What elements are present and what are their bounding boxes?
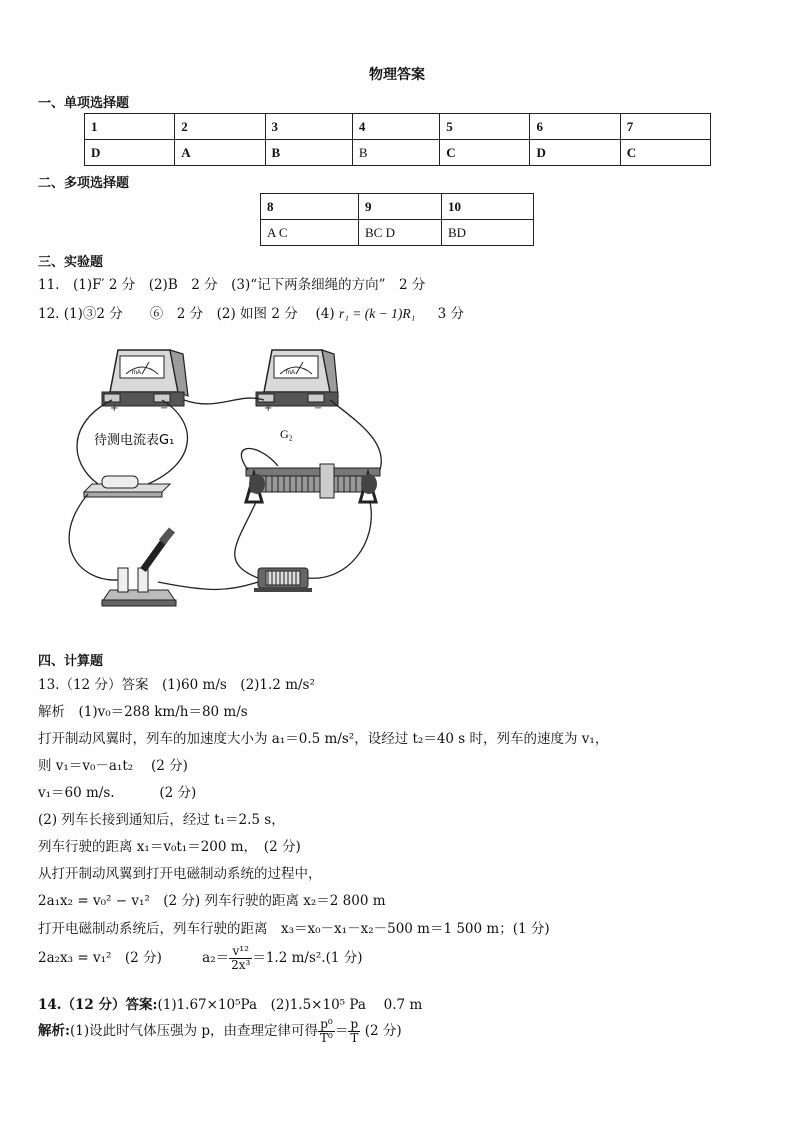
q14-line-1: 解析:(1)设此时气体压强为 p，由查理定律可得 $\frac{\text{p⁰}}{\text{T⁰}}$ ＝ $\frac{p}{T}$ (2 分) [38,1017,402,1045]
table-cell: D [530,140,620,166]
q14-fraction-1 [318,1018,335,1045]
fraction-denominator: T⁰ [320,1031,333,1045]
svg-text:−: − [314,403,323,414]
meter-g2-unit: mA [286,370,295,376]
fraction-numerator: p [348,1018,360,1032]
battery [254,568,312,592]
table-cell: 10 [442,194,534,220]
single-choice-table [84,113,711,166]
section-multi-choice: 二、多项选择题 [38,176,130,191]
fraction-numerator: v¹² [229,945,252,959]
multi-choice-table [260,193,534,246]
table-cell: B [352,140,439,166]
q13-eq-left: 2a₂x₃ = v₁² (2 分) [38,950,162,966]
section-single-choice: 一、单项选择题 [38,96,130,111]
q13-line-9: 打开电磁制动系统后，列车行驶的距离 x₃＝x₀－x₁－x₂－500 m＝1 500 m；(1 分) [38,921,550,937]
table-cell: 1 [85,114,175,140]
table-cell: 4 [352,114,439,140]
section-calculation: 四、计算题 [38,654,104,669]
meter-g1-unit: mA [132,370,141,376]
circuit-figure [58,342,398,612]
q13-line-7: 从打开制动风翼到打开电磁制动系统的过程中， [38,866,322,882]
q12-score: 3 分 [437,306,464,322]
q14-score: (2 分) [364,1023,402,1039]
table-cell: B [265,140,352,166]
q12-prefix: 12. (1)③2 分 ⑥ 2 分 (2) 如图 2 分 (4) [38,306,335,322]
table-cell: D [85,140,175,166]
table-cell: A [175,140,265,166]
table-row [85,140,711,166]
fraction-denominator: T [350,1031,359,1045]
table-cell: BC D [359,220,442,246]
q13-a2-label: a₂＝ [202,950,230,966]
table-cell: 7 [620,114,710,140]
label-g2: G₂ [280,427,293,441]
table-cell: C [440,140,530,166]
table-cell: 9 [359,194,442,220]
svg-text:−: − [160,403,169,414]
q13-header: 13.（12 分）答案 (1)60 m/s (2)1.2 m/s² [38,677,315,693]
table-row [261,220,534,246]
table-cell: BD [442,220,534,246]
fraction-denominator: 2x³ [231,958,251,972]
q13-line-4: v₁＝60 m/s. (2 分) [38,785,197,801]
table-cell: 2 [175,114,265,140]
label-g1: 待测电流表G₁ [94,433,175,448]
table-row [261,194,534,220]
q12-formula: r₁ = (k − 1)R₁ [338,306,416,321]
q14-fraction-2 [348,1018,360,1045]
section-experiment: 三、实验题 [38,255,104,270]
q14-label: 14.（12 分）答案: [38,997,158,1013]
table-row [85,114,711,140]
svg-text:+: + [264,403,273,414]
table-cell: A C [261,220,359,246]
table-cell: C [620,140,710,166]
table-cell: 8 [261,194,359,220]
q13-fraction [229,945,252,972]
q14-header [38,993,422,1013]
q13-line-1: 解析 (1)v₀＝288 km/h＝80 m/s [38,704,248,720]
q13-eq-right: ＝1.2 m/s².(1 分) [252,950,363,966]
page-title: 物理答案 [369,67,425,83]
q13-line-5: (2) 列车长接到通知后，经过 t₁＝2.5 s， [38,812,285,828]
q13-line-8: 2a₁x₂ = v₀² − v₁² (2 分) 列车行驶的距离 x₂＝2 800 m [38,893,386,909]
answer-q11: 11. (1)F′ 2 分 (2)B 2 分 (3)“记下两条细绳的方向” 2 分 [38,277,426,293]
answer-q12 [38,302,464,322]
q13-line-10 [38,945,362,972]
svg-text:+: + [110,403,119,414]
table-cell: 3 [265,114,352,140]
table-cell: 5 [440,114,530,140]
q14-analysis-text: (1)设此时气体压强为 p，由查理定律可得 [69,1023,319,1039]
q14-analysis-label: 解析: [38,1023,70,1039]
q14-answers: (1)1.67×10⁵Pa (2)1.5×10⁵ Pa 0.7 m [157,997,423,1013]
fraction-numerator: p⁰ [318,1018,335,1032]
q13-line-2: 打开制动风翼时，列车的加速度大小为 a₁＝0.5 m/s²，设经过 t₂＝40 s 时，列车的速度为 v₁， [38,731,609,747]
q13-line-6: 列车行驶的距离 x₁＝v₀t₁＝200 m， (2 分) [38,839,301,855]
table-cell: 6 [530,114,620,140]
q13-line-3: 则 v₁＝v₀－a₁t₂ (2 分) [38,758,188,774]
